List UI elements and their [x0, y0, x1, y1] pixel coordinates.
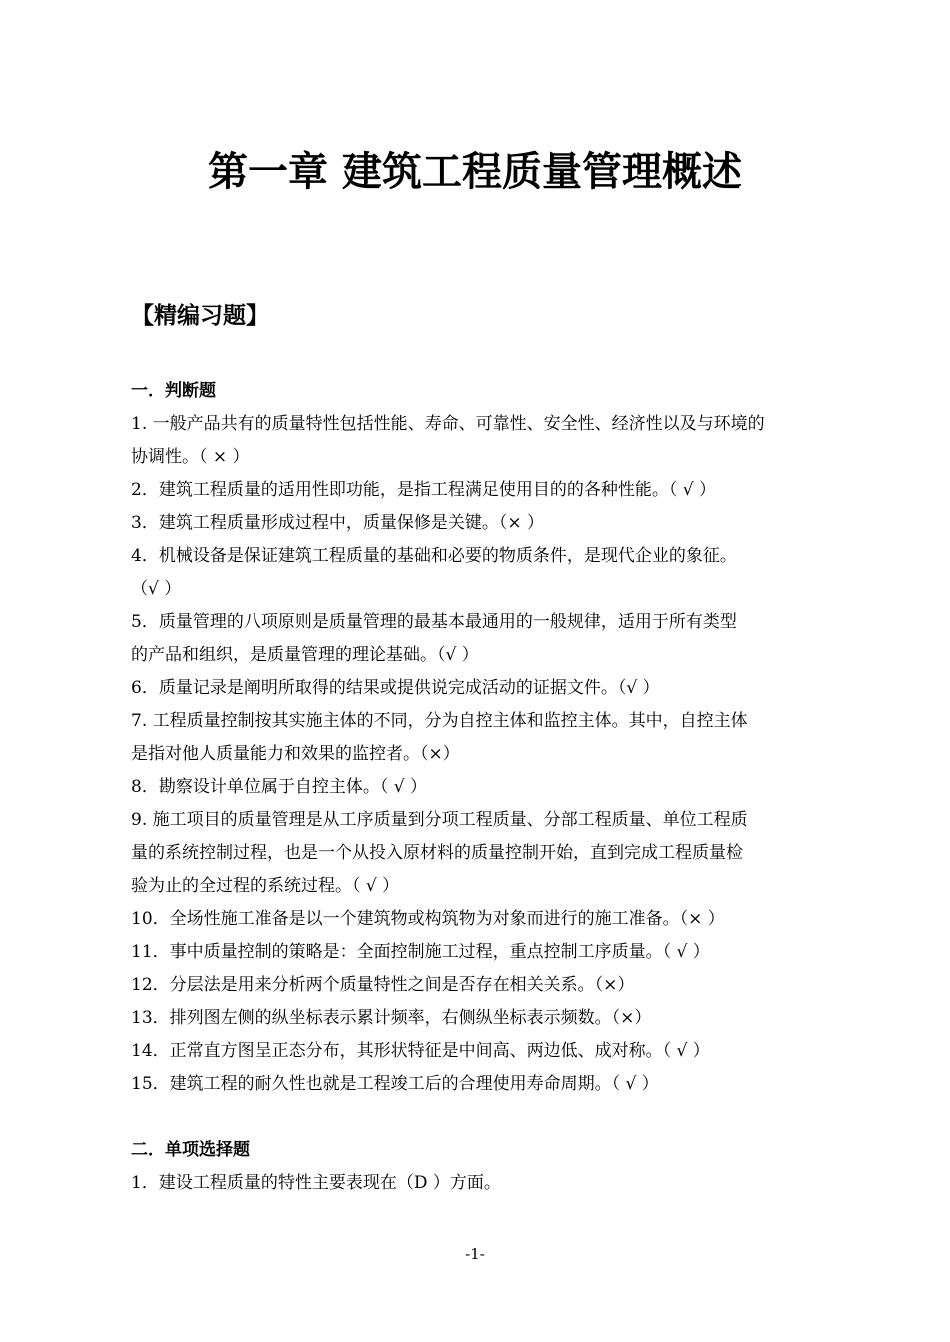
text-line: 验为止的全过程的系统过程。（ √ ） [131, 876, 400, 896]
text-line: 1．建设工程质量的特性主要表现在（D ）方面。 [131, 1173, 501, 1193]
text-line: 协调性。（ × ） [131, 447, 250, 467]
text-line: 3．建筑工程质量形成过程中，质量保修是关键。（× ） [131, 513, 544, 533]
text-line: 5．质量管理的八项原则是质量管理的最基本最通用的一般规律，适用于所有类型 [131, 612, 737, 632]
chapter-title: 第一章 建筑工程质量管理概述 [208, 148, 742, 195]
part-heading-single-choice: 二．单项选择题 [131, 1140, 250, 1160]
text-line: 9. 施工项目的质量管理是从工序质量到分项工程质量、分部工程质量、单位工程质 [131, 810, 748, 830]
text-line: 量的系统控制过程，也是一个从投入原材料的质量控制开始，直到完成工程质量检 [131, 843, 743, 863]
document-body [131, 375, 823, 1200]
text-line: 8．勘察设计单位属于自控主体。（ √ ） [131, 777, 427, 797]
text-line: 2．建筑工程质量的适用性即功能，是指工程满足使用目的的各种性能。（ √ ） [131, 480, 716, 500]
text-line: 13．排列图左侧的纵坐标表示累计频率，右侧纵坐标表示频数。（×） [131, 1008, 652, 1028]
text-line: 1. 一般产品共有的质量特性包括性能、寿命、可靠性、安全性、经济性以及与环境的 [131, 414, 765, 434]
text-line: 14．正常直方图呈正态分布，其形状特征是中间高、两边低、成对称。（ √ ） [131, 1041, 710, 1061]
text-line: 4．机械设备是保证建筑工程质量的基础和必要的物质条件，是现代企业的象征。 [131, 546, 737, 566]
text-line: 15．建筑工程的耐久性也就是工程竣工后的合理使用寿命周期。（ √ ） [131, 1074, 659, 1094]
section-spacer [131, 1101, 823, 1134]
text-line: 7. 工程质量控制按其实施主体的不同，分为自控主体和监控主体。其中，自控主体 [131, 711, 748, 731]
text-line: 11．事中质量控制的策略是：全面控制施工过程，重点控制工序质量。（ √ ） [131, 942, 710, 962]
text-line: （√ ） [131, 579, 182, 599]
text-line: 的产品和组织，是质量管理的理论基础。（√ ） [131, 645, 479, 665]
page-number: -1- [465, 1245, 485, 1263]
text-line: 6．质量记录是阐明所取得的结果或提供说完成活动的证据文件。（√ ） [131, 678, 660, 698]
text-line: 是指对他人质量能力和效果的监控者。（×） [131, 744, 460, 764]
part-heading-true-false: 一．判断题 [131, 381, 216, 401]
section-heading: 【精编习题】 [131, 302, 269, 329]
text-line: 10．全场性施工准备是以一个建筑物或构筑物为对象而进行的施工准备。（× ） [131, 909, 725, 929]
text-line: 12．分层法是用来分析两个质量特性之间是否存在相关关系。（×） [131, 975, 635, 995]
